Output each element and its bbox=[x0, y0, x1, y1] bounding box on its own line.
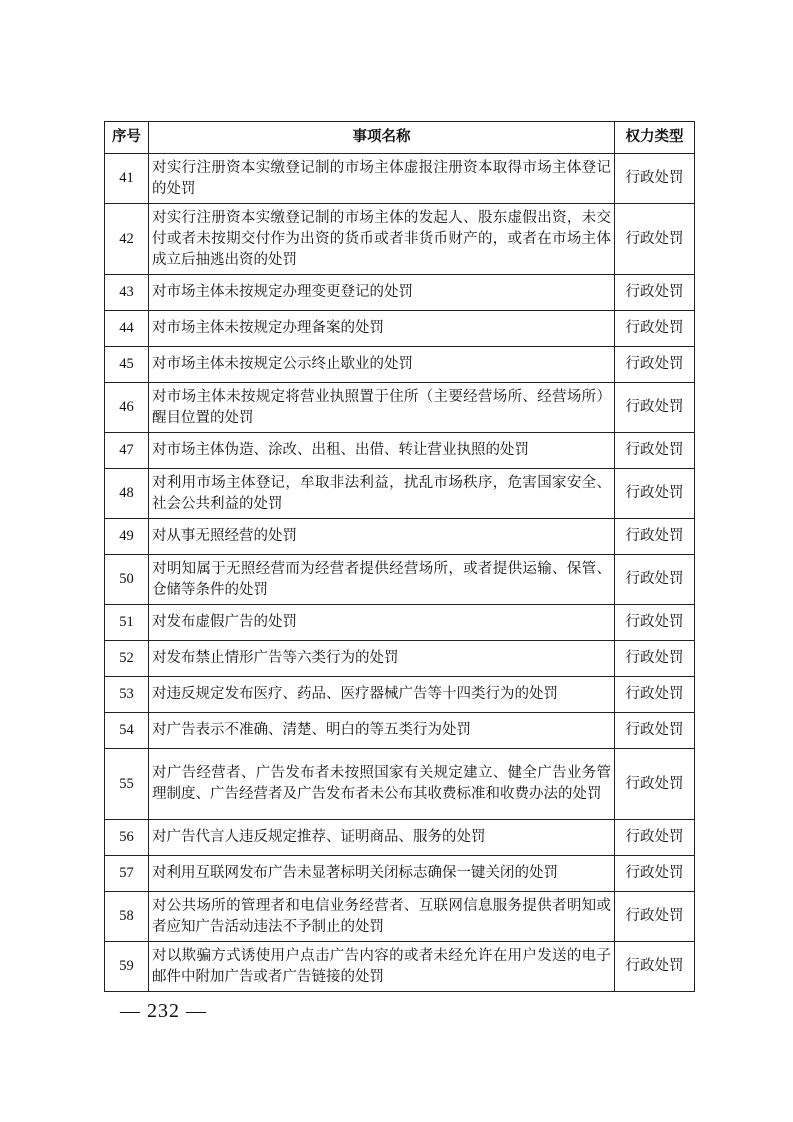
table-row bbox=[105, 892, 695, 942]
header-num: 序号 bbox=[105, 122, 149, 154]
table-row bbox=[105, 275, 695, 311]
table-row bbox=[105, 605, 695, 641]
row-type: 行政处罚 bbox=[615, 204, 695, 275]
row-num: 58 bbox=[105, 892, 149, 942]
row-name: 对市场主体未按规定办理变更登记的处罚 bbox=[149, 275, 615, 311]
row-name: 对市场主体未按规定办理备案的处罚 bbox=[149, 311, 615, 347]
row-name: 对公共场所的管理者和电信业务经营者、互联网信息服务提供者明知或者应知广告活动违法不予制止的处罚 bbox=[149, 892, 615, 942]
table-row bbox=[105, 469, 695, 519]
row-type: 行政处罚 bbox=[615, 519, 695, 555]
header-name: 事项名称 bbox=[149, 122, 615, 154]
table-row bbox=[105, 154, 695, 204]
row-type: 行政处罚 bbox=[615, 347, 695, 383]
row-name: 对利用互联网发布广告未显著标明关闭标志确保一键关闭的处罚 bbox=[149, 856, 615, 892]
row-type: 行政处罚 bbox=[615, 641, 695, 677]
row-type: 行政处罚 bbox=[615, 856, 695, 892]
table-row bbox=[105, 204, 695, 275]
row-num: 47 bbox=[105, 433, 149, 469]
row-num: 50 bbox=[105, 555, 149, 605]
row-name: 对从事无照经营的处罚 bbox=[149, 519, 615, 555]
header-type: 权力类型 bbox=[615, 122, 695, 154]
row-num: 44 bbox=[105, 311, 149, 347]
row-name: 对违反规定发布医疗、药品、医疗器械广告等十四类行为的处罚 bbox=[149, 677, 615, 713]
row-name: 对市场主体未按规定公示终止歇业的处罚 bbox=[149, 347, 615, 383]
row-type: 行政处罚 bbox=[615, 275, 695, 311]
row-name: 对发布禁止情形广告等六类行为的处罚 bbox=[149, 641, 615, 677]
row-name: 对发布虚假广告的处罚 bbox=[149, 605, 615, 641]
row-type: 行政处罚 bbox=[615, 154, 695, 204]
page-number: — 232 — bbox=[120, 1000, 207, 1022]
table-row bbox=[105, 713, 695, 749]
table-row bbox=[105, 555, 695, 605]
row-name: 对广告经营者、广告发布者未按照国家有关规定建立、健全广告业务管理制度、广告经营者及广告发布者未公布其收费标准和收费办法的处罚 bbox=[149, 749, 615, 820]
row-num: 51 bbox=[105, 605, 149, 641]
table-row bbox=[105, 519, 695, 555]
row-type: 行政处罚 bbox=[615, 892, 695, 942]
row-type: 行政处罚 bbox=[615, 469, 695, 519]
row-num: 46 bbox=[105, 383, 149, 433]
row-type: 行政处罚 bbox=[615, 555, 695, 605]
row-num: 59 bbox=[105, 942, 149, 992]
row-name: 对广告表示不准确、清楚、明白的等五类行为处罚 bbox=[149, 713, 615, 749]
row-num: 41 bbox=[105, 154, 149, 204]
row-num: 53 bbox=[105, 677, 149, 713]
table-row bbox=[105, 942, 695, 992]
table-row bbox=[105, 820, 695, 856]
row-name: 对市场主体未按规定将营业执照置于住所（主要经营场所、经营场所）醒目位置的处罚 bbox=[149, 383, 615, 433]
row-type: 行政处罚 bbox=[615, 383, 695, 433]
row-name: 对广告代言人违反规定推荐、证明商品、服务的处罚 bbox=[149, 820, 615, 856]
row-type: 行政处罚 bbox=[615, 942, 695, 992]
table-row bbox=[105, 641, 695, 677]
row-name: 对实行注册资本实缴登记制的市场主体虚报注册资本取得市场主体登记的处罚 bbox=[149, 154, 615, 204]
table-row bbox=[105, 749, 695, 820]
row-num: 56 bbox=[105, 820, 149, 856]
row-type: 行政处罚 bbox=[615, 311, 695, 347]
table-row bbox=[105, 311, 695, 347]
table-row bbox=[105, 433, 695, 469]
table-header-row bbox=[105, 122, 695, 154]
table-row bbox=[105, 856, 695, 892]
row-name: 对实行注册资本实缴登记制的市场主体的发起人、股东虚假出资，未交付或者未按期交付作为出资的货币或者非货币财产的，或者在市场主体成立后抽逃出资的处罚 bbox=[149, 204, 615, 275]
row-type: 行政处罚 bbox=[615, 713, 695, 749]
row-num: 48 bbox=[105, 469, 149, 519]
row-num: 49 bbox=[105, 519, 149, 555]
row-name: 对明知属于无照经营而为经营者提供经营场所，或者提供运输、保管、仓储等条件的处罚 bbox=[149, 555, 615, 605]
row-num: 42 bbox=[105, 204, 149, 275]
row-num: 43 bbox=[105, 275, 149, 311]
row-num: 55 bbox=[105, 749, 149, 820]
row-type: 行政处罚 bbox=[615, 677, 695, 713]
row-name: 对以欺骗方式诱使用户点击广告内容的或者未经允许在用户发送的电子邮件中附加广告或者广告链接的处罚 bbox=[149, 942, 615, 992]
row-num: 52 bbox=[105, 641, 149, 677]
row-type: 行政处罚 bbox=[615, 605, 695, 641]
row-name: 对利用市场主体登记，牟取非法利益，扰乱市场秩序，危害国家安全、社会公共利益的处罚 bbox=[149, 469, 615, 519]
row-type: 行政处罚 bbox=[615, 749, 695, 820]
row-num: 54 bbox=[105, 713, 149, 749]
table-row bbox=[105, 677, 695, 713]
table-row bbox=[105, 347, 695, 383]
row-num: 45 bbox=[105, 347, 149, 383]
items-table bbox=[104, 121, 695, 992]
row-name: 对市场主体伪造、涂改、出租、出借、转让营业执照的处罚 bbox=[149, 433, 615, 469]
row-num: 57 bbox=[105, 856, 149, 892]
row-type: 行政处罚 bbox=[615, 820, 695, 856]
row-type: 行政处罚 bbox=[615, 433, 695, 469]
table-row bbox=[105, 383, 695, 433]
